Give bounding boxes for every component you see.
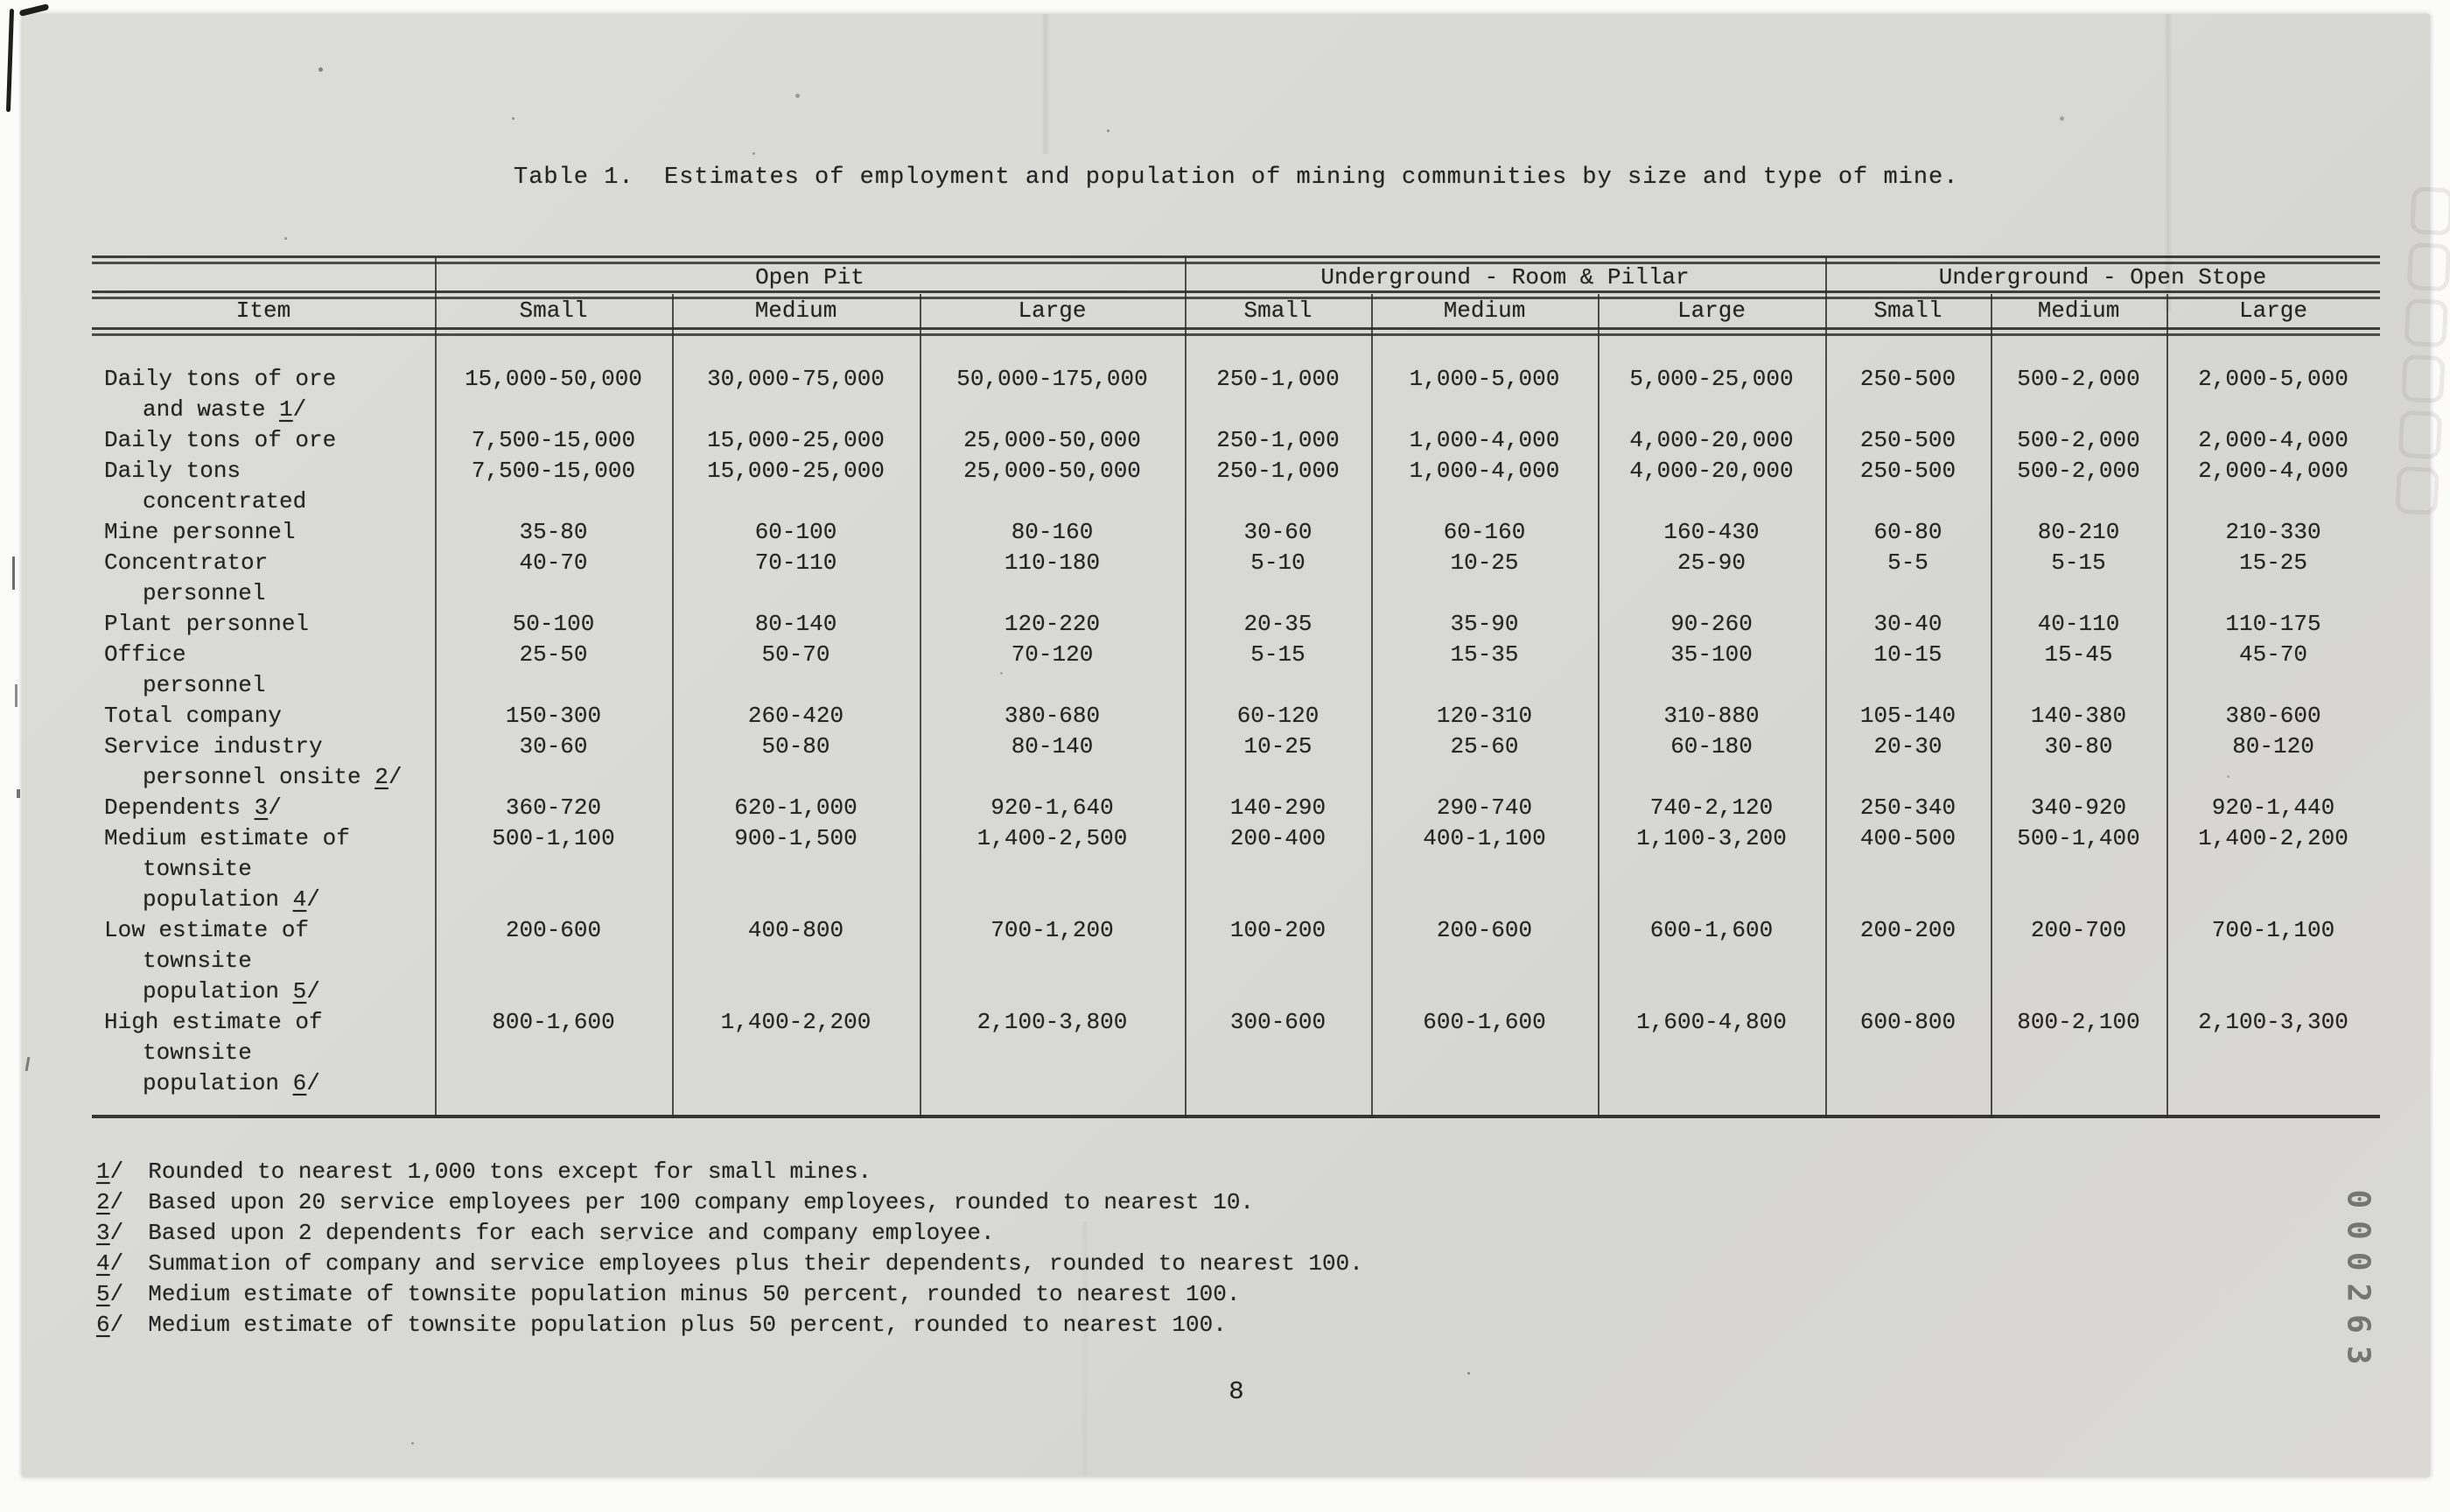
row-label-line: Total company	[104, 703, 282, 729]
table-cell: 250-340	[1859, 794, 1956, 821]
table-cell: 30-60	[519, 733, 588, 760]
column-header: Medium	[2037, 298, 2120, 324]
footnote-text: Based upon 20 service employees per 100 company employees, rounded to nearest 10.	[148, 1189, 1255, 1215]
column-header: Small	[1873, 298, 1942, 324]
table-cell: 160-430	[1663, 519, 1760, 545]
column-header: Medium	[1443, 298, 1526, 324]
column-header: Large	[1676, 298, 1746, 324]
table-row	[92, 548, 2380, 609]
table-cell: 40-110	[2037, 611, 2120, 637]
table-cell: 140-380	[2030, 703, 2127, 729]
table-cell: 250-1,000	[1216, 458, 1340, 484]
scan-edge-mark	[15, 684, 18, 707]
table-cell: 800-2,100	[2017, 1009, 2140, 1035]
table-cell: 1,400-2,200	[2198, 825, 2348, 851]
table-cell: 2,100-3,800	[976, 1009, 1128, 1035]
table-cell: 80-140	[754, 611, 837, 637]
table-cell: 100-200	[1229, 917, 1326, 943]
table-cell: 920-1,440	[2211, 794, 2335, 821]
row-label-line: Mine personnel	[104, 519, 296, 545]
table-row	[92, 823, 2380, 915]
row-label-line: townsite	[143, 1040, 252, 1066]
table-cell: 620-1,000	[734, 794, 858, 821]
table-cell: 200-700	[2030, 917, 2127, 943]
table-cell: 7,500-15,000	[471, 427, 636, 453]
table-cell: 80-120	[2232, 733, 2314, 760]
table-cell: 600-1,600	[1649, 917, 1774, 943]
row-label	[92, 701, 435, 732]
row-label-line: personnel	[143, 672, 266, 698]
table-cell: 90-260	[1670, 611, 1753, 637]
footnote-line	[96, 1279, 1363, 1310]
table-cell: 1,100-3,200	[1636, 825, 1787, 851]
table-cell: 20-35	[1243, 611, 1312, 637]
table-row	[92, 609, 2380, 640]
table-cell: 110-180	[1004, 550, 1101, 576]
table-cell: 310-880	[1663, 703, 1760, 729]
row-label	[92, 517, 435, 548]
table-cell: 15,000-50,000	[465, 366, 642, 392]
table-cell: 80-140	[1011, 733, 1094, 760]
row-label-line: Dependents 3/	[104, 794, 282, 821]
footnote-marker: 5	[292, 978, 307, 1004]
table-row	[92, 1007, 2380, 1099]
table-cell: 5-15	[2051, 550, 2106, 576]
row-label	[92, 640, 435, 701]
table-cell: 15-45	[2044, 641, 2113, 668]
table-cell: 300-600	[1229, 1009, 1326, 1035]
paper-sheet	[22, 14, 2430, 1477]
table-cell: 380-600	[2225, 703, 2321, 729]
table-cell: 30-40	[1873, 611, 1942, 637]
table-cell: 200-600	[1436, 917, 1533, 943]
table-cell: 10-25	[1243, 733, 1312, 760]
table-cell: 4,000-20,000	[1629, 458, 1794, 484]
table-cell: 360-720	[505, 794, 602, 821]
footnote-line	[96, 1310, 1363, 1340]
table-cell: 1,000-4,000	[1409, 427, 1560, 453]
table-cell: 35-90	[1450, 611, 1519, 637]
table-cell: 40-70	[519, 550, 588, 576]
footnote-marker: 6/	[96, 1312, 124, 1338]
footnote-marker: 5	[96, 1281, 110, 1307]
table-cell: 500-1,400	[2017, 825, 2140, 851]
row-label-line: Office	[104, 641, 186, 668]
row-label-line: population 6/	[143, 1070, 320, 1096]
column-header: Large	[2238, 298, 2307, 324]
footnote-marker: 4	[96, 1250, 110, 1277]
row-label-line: population 5/	[143, 978, 320, 1004]
table-cell: 60-80	[1873, 519, 1942, 545]
footnote-text: Summation of company and service employees plus their dependents, rounded to nearest 100.	[148, 1250, 1363, 1277]
table-cell: 1,600-4,800	[1636, 1009, 1787, 1035]
table-cell: 900-1,500	[734, 825, 858, 851]
table-cell: 1,400-2,200	[720, 1009, 872, 1035]
footnote-marker: 1/	[96, 1158, 124, 1185]
table-cell: 400-1,100	[1423, 825, 1546, 851]
column-header: Small	[1243, 298, 1312, 324]
paper-crease	[1041, 14, 1050, 154]
row-label	[92, 823, 435, 915]
table-row	[92, 456, 2380, 517]
table-cell: 500-2,000	[2017, 366, 2140, 392]
table-cell: 15,000-25,000	[707, 458, 885, 484]
group-header-open-stope: Underground - Open Stope	[1938, 264, 2267, 290]
column-header-item: Item	[235, 298, 291, 324]
row-label-line: Low estimate of	[104, 917, 310, 943]
table-cell: 250-1,000	[1216, 427, 1340, 453]
table-title: Table 1. Estimates of employment and population of mining communities by size and type of mine.	[514, 164, 1959, 191]
table-cell: 25-90	[1676, 550, 1746, 576]
footnote-line	[96, 1187, 1363, 1218]
row-label-line: High estimate of	[104, 1009, 323, 1035]
table-cell: 25,000-50,000	[963, 458, 1141, 484]
table-cell: 600-1,600	[1423, 1009, 1546, 1035]
table-cell: 10-25	[1450, 550, 1519, 576]
table-cell: 5-5	[1887, 550, 1928, 576]
table-cell: 70-110	[754, 550, 837, 576]
row-label-line: townsite	[143, 856, 252, 882]
table-cell: 500-2,000	[2017, 427, 2140, 453]
table-cell: 740-2,120	[1649, 794, 1774, 821]
table-cell: 110-175	[2225, 611, 2321, 637]
table-cell: 15,000-25,000	[707, 427, 885, 453]
footnote-marker: 1	[279, 396, 293, 423]
footnote-text: Medium estimate of townsite population minus 50 percent, rounded to nearest 100.	[148, 1281, 1241, 1307]
table-cell: 50-100	[512, 611, 595, 637]
table-cell: 380-680	[1004, 703, 1101, 729]
table-cell: 2,000-4,000	[2198, 427, 2348, 453]
table-cell: 7,500-15,000	[471, 458, 636, 484]
table-cell: 500-1,100	[492, 825, 615, 851]
table-row	[92, 701, 2380, 732]
table-row	[92, 364, 2380, 425]
row-label-line: Daily tons of ore	[104, 427, 337, 453]
table-cell: 10-15	[1873, 641, 1942, 668]
table-cell: 20-30	[1873, 733, 1942, 760]
row-label	[92, 1007, 435, 1099]
table-cell: 250-1,000	[1216, 366, 1340, 392]
table-row	[92, 425, 2380, 456]
row-label-line: townsite	[143, 948, 252, 974]
table-row	[92, 640, 2380, 701]
footnote-text: Based upon 2 dependents for each service and company employee.	[148, 1220, 995, 1246]
row-label	[92, 793, 435, 823]
table-cell: 50-70	[761, 641, 830, 668]
table-cell: 25-60	[1450, 733, 1519, 760]
row-label-line: Concentrator	[104, 550, 269, 576]
table-row	[92, 732, 2380, 793]
table-cell: 45-70	[2238, 641, 2307, 668]
row-label	[92, 915, 435, 1007]
table-cell: 150-300	[505, 703, 602, 729]
table-cell: 920-1,640	[990, 794, 1114, 821]
footnote-marker: 2	[96, 1189, 110, 1215]
footnote-marker: 3/	[96, 1220, 124, 1246]
row-label-line: Plant personnel	[104, 611, 310, 637]
table-cell: 2,000-4,000	[2198, 458, 2348, 484]
table-cell: 50,000-175,000	[956, 366, 1148, 392]
row-label-line: personnel onsite 2/	[143, 764, 402, 790]
table-cell: 5-10	[1250, 550, 1306, 576]
table-cell: 200-400	[1229, 825, 1326, 851]
table-cell: 25-50	[519, 641, 588, 668]
table-row	[92, 793, 2380, 823]
footnote-marker: 4/	[96, 1250, 124, 1277]
table-cell: 250-500	[1859, 458, 1956, 484]
table-cell: 400-500	[1859, 825, 1956, 851]
table-cell: 600-800	[1859, 1009, 1956, 1035]
table-cell: 1,000-4,000	[1409, 458, 1560, 484]
table-cell: 70-120	[1011, 641, 1094, 668]
table-cell: 700-1,200	[990, 917, 1114, 943]
table-cell: 60-180	[1670, 733, 1753, 760]
table-cell: 400-800	[747, 917, 844, 943]
row-label-line: Daily tons	[104, 458, 242, 484]
row-label-line: Service industry	[104, 733, 323, 760]
scan-edge-mark	[17, 789, 20, 798]
footnote-text: Rounded to nearest 1,000 tons except for small mines.	[148, 1158, 872, 1185]
table-cell: 105-140	[1859, 703, 1956, 729]
table-cell: 700-1,100	[2211, 917, 2335, 943]
table-cell: 200-600	[505, 917, 602, 943]
row-label	[92, 456, 435, 517]
faint-stamp-mark	[2395, 186, 2450, 515]
document-number-stamp: 000263	[2340, 1189, 2376, 1377]
column-header: Medium	[754, 298, 837, 324]
table-cell: 5-15	[1250, 641, 1306, 668]
table-cell: 30-60	[1243, 519, 1312, 545]
row-label-line: Daily tons of ore	[104, 366, 337, 392]
table-cell: 260-420	[747, 703, 844, 729]
footnote-marker: 5/	[96, 1281, 124, 1307]
footnotes-block	[96, 1157, 1363, 1340]
table-cell: 25,000-50,000	[963, 427, 1141, 453]
row-label-line: population 4/	[143, 886, 320, 913]
table-cell: 1,400-2,500	[976, 825, 1128, 851]
table-cell: 60-120	[1236, 703, 1320, 729]
table-cell: 60-100	[754, 519, 837, 545]
table-cell: 60-160	[1443, 519, 1526, 545]
footnote-marker: 1	[96, 1158, 110, 1185]
row-label	[92, 364, 435, 425]
table-cell: 120-310	[1436, 703, 1533, 729]
footnote-marker: 3	[96, 1220, 110, 1246]
table-cell: 30,000-75,000	[707, 366, 885, 392]
table-cell: 30-80	[2044, 733, 2113, 760]
row-label	[92, 732, 435, 793]
group-header-open-pit: Open Pit	[755, 264, 864, 290]
footnote-line	[96, 1218, 1363, 1249]
group-header-spacer	[92, 262, 435, 290]
table-cell: 35-80	[519, 519, 588, 545]
footnote-text: Medium estimate of townsite population plus 50 percent, rounded to nearest 100.	[148, 1312, 1227, 1338]
column-header: Large	[1018, 298, 1087, 324]
table-cell: 120-220	[1004, 611, 1101, 637]
table-cell: 210-330	[2225, 519, 2321, 545]
table-cell: 50-80	[761, 733, 830, 760]
table-cell: 4,000-20,000	[1629, 427, 1794, 453]
table-cell: 340-920	[2030, 794, 2127, 821]
row-label-line: and waste 1/	[143, 396, 307, 423]
table-column-header-row	[92, 298, 2380, 324]
table-cell: 15-35	[1450, 641, 1519, 668]
table-row	[92, 915, 2380, 1007]
footnote-line	[96, 1249, 1363, 1279]
footnote-marker: 2	[374, 764, 388, 790]
table-cell: 2,100-3,300	[2198, 1009, 2348, 1035]
group-header-room-pillar: Underground - Room & Pillar	[1320, 264, 1690, 290]
footnote-marker: 3	[254, 794, 269, 821]
footnote-marker: 6	[292, 1070, 307, 1096]
row-label	[92, 548, 435, 609]
table-cell: 140-290	[1229, 794, 1326, 821]
row-label	[92, 609, 435, 640]
table-row	[92, 517, 2380, 548]
table-cell: 290-740	[1436, 794, 1533, 821]
column-header: Small	[519, 298, 588, 324]
table-cell: 15-25	[2238, 550, 2307, 576]
table-cell: 1,000-5,000	[1409, 366, 1560, 392]
table-cell: 800-1,600	[492, 1009, 615, 1035]
table-cell: 5,000-25,000	[1629, 366, 1794, 392]
table-cell: 80-160	[1011, 519, 1094, 545]
table-cell: 2,000-5,000	[2198, 366, 2348, 392]
row-label-line: personnel	[143, 580, 266, 606]
table-cell: 250-500	[1859, 427, 1956, 453]
scan-edge-mark	[12, 556, 15, 590]
footnote-line	[96, 1157, 1363, 1187]
table-body	[92, 364, 2380, 1099]
table-cell: 250-500	[1859, 366, 1956, 392]
table-cell: 200-200	[1859, 917, 1956, 943]
table-cell: 80-210	[2037, 519, 2120, 545]
table-group-header-row	[92, 262, 2380, 290]
footnote-marker: 4	[292, 886, 307, 913]
table-cell: 35-100	[1670, 641, 1753, 668]
footnote-marker: 2/	[96, 1189, 124, 1215]
footnote-marker: 6	[96, 1312, 110, 1338]
table-cell: 500-2,000	[2017, 458, 2140, 484]
scan-edge-mark	[6, 9, 14, 112]
data-table	[92, 254, 2380, 1129]
page-number: 8	[1228, 1377, 1244, 1406]
row-label-line: concentrated	[143, 488, 307, 514]
row-label	[92, 425, 435, 456]
row-label-line: Medium estimate of	[104, 825, 350, 851]
